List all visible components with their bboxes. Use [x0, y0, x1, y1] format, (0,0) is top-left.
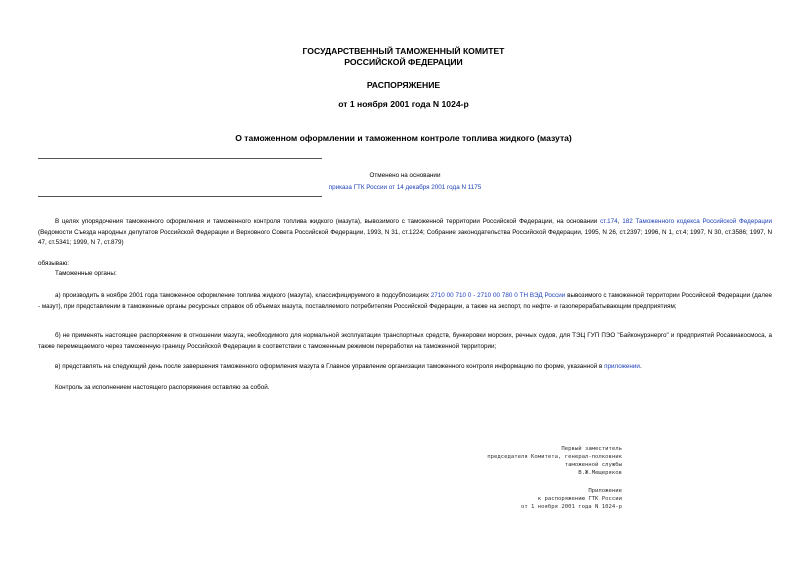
cancellation-link[interactable]: приказа ГТК России от 14 декабря 2001 года N 1175 — [328, 184, 482, 191]
divider-bottom — [38, 196, 322, 197]
preamble-paragraph — [38, 217, 772, 249]
document-type: РАСПОРЯЖЕНИЕ — [366, 80, 441, 90]
item-b-paragraph: б) не применять настоящее распоряжение в отношении мазута, необходимого для нормальной эксплуатации транспортных средств, бункеровки морских, речных судов, для ТЭЦ ГУП ПЭО "Байконурэнерго" и предприятий Росавиакосмоса, а также перемещаемого через таможенную границу Российской Федерации в соответствии с таможенным режимом переработки на таможенной территории; — [38, 332, 772, 350]
preamble-sources: (Ведомости Съезда народных депутатов Российской Федерации и Верховного Совета Российской Федерации, 1993, N 31, ст.1224; Собрание законодательства Российской Федерации, 1995, N 26, ст.2397; 1996, N 1, ст.4; 1997, N 30, ст.3586; 1997, N 47, ст.5341; 1999, N 7, ст.879) — [38, 228, 772, 246]
item-a-text-rest: вывозимого с таможенной территории Российской Федерации (далее - мазут), при представлении в таможенные органы ресурсных справок об объемах мазута, поставляемого потребителям Российской Федерации, а также на экспорт, по нефте- и газоперерабатывающим предприятиям; — [38, 292, 772, 310]
customs-bodies-line: Таможенные органы: — [55, 270, 117, 277]
preamble-separator: , — [617, 218, 623, 225]
item-a-text: а) производить в ноябре 2001 года таможенное оформление топлива жидкого (мазута), классифицируемого в подсубпозициях — [55, 292, 431, 299]
issuing-authority — [0, 46, 807, 68]
divider-top — [38, 158, 322, 159]
cancellation-note: Отменено на основании — [369, 172, 441, 179]
link-tn-ved-codes[interactable]: 2710 00 710 0 - 2710 00 780 0 ТН ВЭД России — [430, 292, 566, 299]
signature-line-2: председателя Комитета, генерал-полковник — [487, 454, 622, 460]
item-a-paragraph — [38, 291, 772, 312]
authority-line-2: РОССИЙСКОЙ ФЕДЕРАЦИИ — [344, 57, 463, 67]
item-c-text: в) представлять на следующий день после завершения таможенного оформления мазута в Главное управление организации таможенного контроля информацию по форме, указанной в — [55, 363, 605, 370]
signature-line-3: таможенной службы — [564, 462, 622, 468]
document-date: от 1 ноября 2001 года N 1024-р — [338, 99, 469, 109]
signature-block — [400, 445, 622, 477]
obliges-line: обязываю: — [38, 260, 70, 267]
link-appendix[interactable]: приложении — [604, 363, 640, 370]
appendix-line-2: к распоряжению ГТК России — [537, 496, 622, 502]
appendix-line-3: от 1 ноября 2001 года N 1024-р — [520, 504, 622, 510]
signature-line-1: Первый заместитель — [561, 446, 622, 452]
document-title: О таможенном оформлении и таможенном контроле топлива жидкого (мазута) — [235, 133, 572, 143]
preamble-text: В целях упорядочения таможенного оформления и таможенного контроля топлива жидкого (мазута), вывозимого с таможенной территории Российской Федерации, на основании — [55, 218, 601, 225]
authority-line-1: ГОСУДАРСТВЕННЫЙ ТАМОЖЕННЫЙ КОМИТЕТ — [302, 46, 505, 56]
appendix-line-1: Приложение — [588, 488, 622, 494]
signature-name: В.Ж.Мещеряков — [578, 470, 622, 476]
link-customs-code[interactable]: 182 Таможенного кодекса Российской Федерации — [622, 218, 773, 225]
link-article-174[interactable]: ст.174 — [600, 218, 618, 225]
appendix-block — [400, 487, 622, 511]
item-c-end: . — [639, 363, 642, 370]
item-c-paragraph — [38, 362, 772, 373]
control-paragraph: Контроль за исполнением настоящего распоряжения оставляю за собой. — [55, 384, 270, 391]
